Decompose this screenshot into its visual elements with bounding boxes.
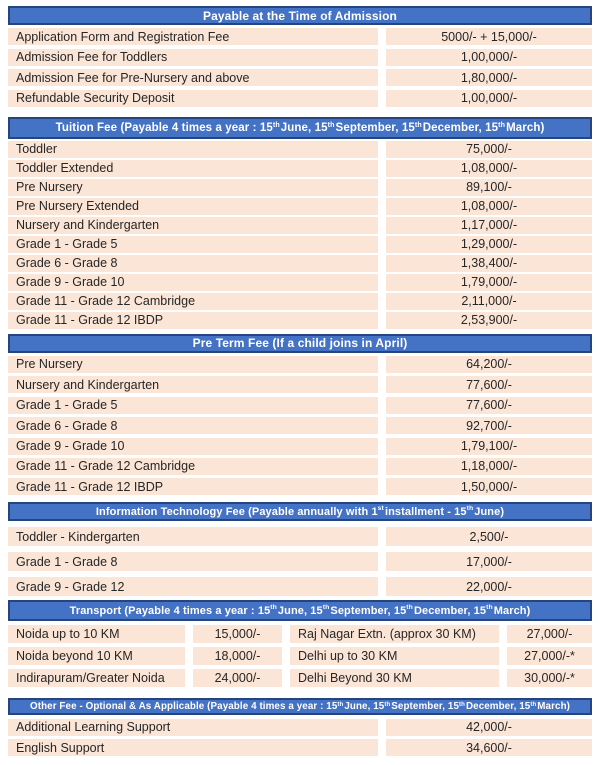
fee-row: [8, 141, 592, 158]
fee-row: [8, 274, 592, 291]
fee-label: Raj Nagar Extn. (approx 30 KM): [290, 625, 499, 643]
fee-label: Toddler Extended: [8, 160, 378, 177]
fee-section-preterm: [8, 334, 592, 496]
fee-value: 1,38,400/-: [386, 255, 592, 272]
fee-row: [8, 312, 592, 329]
section-title: Payable at the Time of Admission: [8, 6, 592, 25]
section-title: Transport (Payable 4 times a year : 15 $^{th}$ June, 15 $^{th}$ September, 15 $^{th}$ December, 15 $^{th}$ March): [8, 600, 592, 621]
fee-row: [8, 90, 592, 107]
fee-label: Pre Nursery: [8, 356, 378, 373]
fee-row: [8, 217, 592, 234]
fee-label: Grade 6 - Grade 8: [8, 417, 378, 434]
fee-row: [8, 69, 592, 86]
fee-value: 18,000/-: [193, 647, 282, 665]
fee-label: Grade 1 - Grade 5: [8, 236, 378, 253]
fee-row: [8, 255, 592, 272]
section-title: Other Fee - Optional & As Applicable (Payable 4 times a year : 15 $^{th}$ June, 15 $^{th}$ September, 15 $^{th}$ December, 15 $^{th}$ March): [8, 698, 592, 715]
fee-value: 2,53,900/-: [386, 312, 592, 329]
section-title: Pre Term Fee (If a child joins in April): [8, 334, 592, 353]
fee-label: Grade 11 - Grade 12 IBDP: [8, 312, 378, 329]
fee-label: Noida beyond 10 KM: [8, 647, 185, 665]
fee-row: [8, 669, 592, 687]
fee-section-itfee: [8, 502, 592, 596]
fee-value: 27,000/-*: [507, 647, 592, 665]
fee-label: Grade 11 - Grade 12 Cambridge: [8, 458, 378, 475]
fee-label: Nursery and Kindergarten: [8, 376, 378, 393]
fee-section-other: [8, 698, 592, 756]
fee-label: Delhi Beyond 30 KM: [290, 669, 499, 687]
fee-label: Admission Fee for Pre-Nursery and above: [8, 69, 378, 86]
fee-label: Grade 1 - Grade 5: [8, 397, 378, 414]
fee-value: 1,08,000/-: [386, 160, 592, 177]
fee-row: [8, 376, 592, 393]
fee-value: 30,000/-*: [507, 669, 592, 687]
fee-value: 1,00,000/-: [386, 90, 592, 107]
fee-value: 92,700/-: [386, 417, 592, 434]
fee-row: [8, 739, 592, 756]
fee-row: [8, 356, 592, 373]
fee-section-admission: [8, 6, 592, 107]
fee-value: 1,17,000/-: [386, 217, 592, 234]
fee-value: 1,50,000/-: [386, 478, 592, 495]
fee-row: [8, 552, 592, 571]
fee-value: 77,600/-: [386, 397, 592, 414]
fee-value: 89,100/-: [386, 179, 592, 196]
fee-label: Application Form and Registration Fee: [8, 28, 378, 45]
fee-value: 22,000/-: [386, 577, 592, 596]
fee-label: Toddler: [8, 141, 378, 158]
fee-label: Grade 9 - Grade 12: [8, 577, 378, 596]
fee-label: Grade 9 - Grade 10: [8, 438, 378, 455]
fee-label: Refundable Security Deposit: [8, 90, 378, 107]
fee-row: [8, 577, 592, 596]
fee-value: 17,000/-: [386, 552, 592, 571]
fee-value: 1,08,000/-: [386, 198, 592, 215]
fee-section-tuition: [8, 117, 592, 329]
fee-value: 2,11,000/-: [386, 293, 592, 310]
fee-value: 75,000/-: [386, 141, 592, 158]
fee-value: 1,79,100/-: [386, 438, 592, 455]
fee-row: [8, 478, 592, 495]
fee-row: [8, 458, 592, 475]
fee-value: 1,29,000/-: [386, 236, 592, 253]
fee-label: Noida up to 10 KM: [8, 625, 185, 643]
fee-value: 1,18,000/-: [386, 458, 592, 475]
fee-label: Grade 9 - Grade 10: [8, 274, 378, 291]
fee-row: [8, 719, 592, 736]
fee-row: [8, 438, 592, 455]
fee-row: [8, 179, 592, 196]
fee-label: English Support: [8, 739, 378, 756]
fee-label: Pre Nursery: [8, 179, 378, 196]
fee-section-transport: [8, 600, 592, 687]
fee-label: Indirapuram/Greater Noida: [8, 669, 185, 687]
fee-label: Grade 11 - Grade 12 IBDP: [8, 478, 378, 495]
fee-value: 34,600/-: [386, 739, 592, 756]
fee-row: [8, 160, 592, 177]
fee-row: [8, 28, 592, 45]
fee-sheet: [8, 6, 592, 756]
fee-row: [8, 293, 592, 310]
fee-value: 64,200/-: [386, 356, 592, 373]
fee-label: Delhi up to 30 KM: [290, 647, 499, 665]
section-title: Tuition Fee (Payable 4 times a year : 15 $^{th}$ June, 15 $^{th}$ September, 15 $^{th}$ December, 15 $^{th}$ March): [8, 117, 592, 139]
fee-value: 42,000/-: [386, 719, 592, 736]
fee-label: Nursery and Kindergarten: [8, 217, 378, 234]
fee-row: [8, 198, 592, 215]
fee-value: 27,000/-: [507, 625, 592, 643]
fee-label: Grade 11 - Grade 12 Cambridge: [8, 293, 378, 310]
fee-label: Grade 1 - Grade 8: [8, 552, 378, 571]
fee-row: [8, 49, 592, 66]
fee-value: 15,000/-: [193, 625, 282, 643]
fee-label: Toddler - Kindergarten: [8, 527, 378, 546]
fee-label: Admission Fee for Toddlers: [8, 49, 378, 66]
fee-row: [8, 625, 592, 643]
fee-row: [8, 397, 592, 414]
fee-label: Pre Nursery Extended: [8, 198, 378, 215]
fee-value: 1,79,000/-: [386, 274, 592, 291]
fee-value: 1,00,000/-: [386, 49, 592, 66]
fee-label: Grade 6 - Grade 8: [8, 255, 378, 272]
fee-value: 1,80,000/-: [386, 69, 592, 86]
fee-value: 24,000/-: [193, 669, 282, 687]
fee-value: 77,600/-: [386, 376, 592, 393]
fee-row: [8, 527, 592, 546]
fee-value: 5000/- + 15,000/-: [386, 28, 592, 45]
fee-row: [8, 647, 592, 665]
fee-row: [8, 236, 592, 253]
section-title: Information Technology Fee (Payable annually with 1 $^{st}$ installment - 15 $^{th}$ June): [8, 502, 592, 521]
fee-label: Additional Learning Support: [8, 719, 378, 736]
fee-row: [8, 417, 592, 434]
fee-value: 2,500/-: [386, 527, 592, 546]
